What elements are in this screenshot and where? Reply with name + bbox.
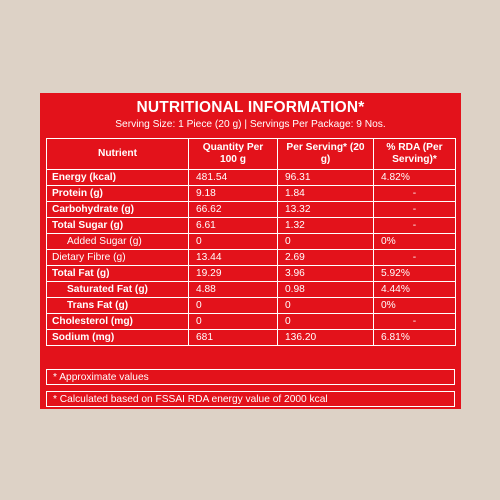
table-row bbox=[47, 330, 456, 346]
per-serving-cell: 2.69 bbox=[278, 250, 374, 266]
quantity-cell: 9.18 bbox=[189, 186, 278, 202]
rda-cell: - bbox=[374, 186, 456, 202]
table-row bbox=[47, 186, 456, 202]
nutrient-cell: Cholesterol (mg) bbox=[47, 314, 189, 330]
nutrient-cell: Carbohydrate (g) bbox=[47, 202, 189, 218]
per-serving-cell: 1.84 bbox=[278, 186, 374, 202]
table-row bbox=[47, 202, 456, 218]
nutrition-table bbox=[46, 138, 456, 346]
serving-info: Serving Size: 1 Piece (20 g) | Servings Per Package: 9 Nos. bbox=[115, 119, 386, 130]
nutrient-cell: Added Sugar (g) bbox=[47, 234, 189, 250]
nutrient-cell: Protein (g) bbox=[47, 186, 189, 202]
quantity-cell: 0 bbox=[189, 314, 278, 330]
per-serving-cell: 136.20 bbox=[278, 330, 374, 346]
rda-cell: 6.81% bbox=[374, 330, 456, 346]
rda-cell: 0% bbox=[374, 298, 456, 314]
quantity-cell: 4.88 bbox=[189, 282, 278, 298]
table-row bbox=[47, 218, 456, 234]
table-row bbox=[47, 250, 456, 266]
nutrient-cell: Total Fat (g) bbox=[47, 266, 189, 282]
nutrition-panel bbox=[40, 93, 461, 409]
per-serving-cell: 1.32 bbox=[278, 218, 374, 234]
quantity-cell: 13.44 bbox=[189, 250, 278, 266]
quantity-cell: 0 bbox=[189, 298, 278, 314]
nutrient-cell: Saturated Fat (g) bbox=[47, 282, 189, 298]
header-rda: % RDA (Per Serving)* bbox=[374, 139, 456, 170]
per-serving-cell: 0 bbox=[278, 234, 374, 250]
rda-cell: 0% bbox=[374, 234, 456, 250]
quantity-cell: 6.61 bbox=[189, 218, 278, 234]
quantity-cell: 66.62 bbox=[189, 202, 278, 218]
per-serving-cell: 96.31 bbox=[278, 170, 374, 186]
quantity-cell: 19.29 bbox=[189, 266, 278, 282]
per-serving-cell: 13.32 bbox=[278, 202, 374, 218]
header-nutrient: Nutrient bbox=[47, 139, 189, 170]
table-row bbox=[47, 282, 456, 298]
rda-cell: 4.44% bbox=[374, 282, 456, 298]
quantity-cell: 0 bbox=[189, 234, 278, 250]
table-row bbox=[47, 314, 456, 330]
nutrient-cell: Total Sugar (g) bbox=[47, 218, 189, 234]
table-row bbox=[47, 298, 456, 314]
nutrient-cell: Trans Fat (g) bbox=[47, 298, 189, 314]
table-header-row bbox=[47, 139, 456, 170]
per-serving-cell: 0 bbox=[278, 298, 374, 314]
table-row bbox=[47, 234, 456, 250]
quantity-cell: 681 bbox=[189, 330, 278, 346]
rda-cell: - bbox=[374, 202, 456, 218]
panel-title: NUTRITIONAL INFORMATION* bbox=[136, 99, 365, 116]
rda-cell: - bbox=[374, 250, 456, 266]
rda-cell: 5.92% bbox=[374, 266, 456, 282]
per-serving-cell: 0 bbox=[278, 314, 374, 330]
per-serving-cell: 3.96 bbox=[278, 266, 374, 282]
per-serving-cell: 0.98 bbox=[278, 282, 374, 298]
header-quantity: Quantity Per 100 g bbox=[189, 139, 278, 170]
table-row bbox=[47, 170, 456, 186]
nutrient-cell: Dietary Fibre (g) bbox=[47, 250, 189, 266]
rda-cell: - bbox=[374, 218, 456, 234]
footnote-approximate: * Approximate values bbox=[46, 369, 455, 385]
rda-cell: - bbox=[374, 314, 456, 330]
footnote-rda: * Calculated based on FSSAI RDA energy value of 2000 kcal bbox=[46, 391, 455, 407]
header-per-serving: Per Serving* (20 g) bbox=[278, 139, 374, 170]
table-row bbox=[47, 266, 456, 282]
quantity-cell: 481.54 bbox=[189, 170, 278, 186]
rda-cell: 4.82% bbox=[374, 170, 456, 186]
nutrient-cell: Sodium (mg) bbox=[47, 330, 189, 346]
nutrient-cell: Energy (kcal) bbox=[47, 170, 189, 186]
